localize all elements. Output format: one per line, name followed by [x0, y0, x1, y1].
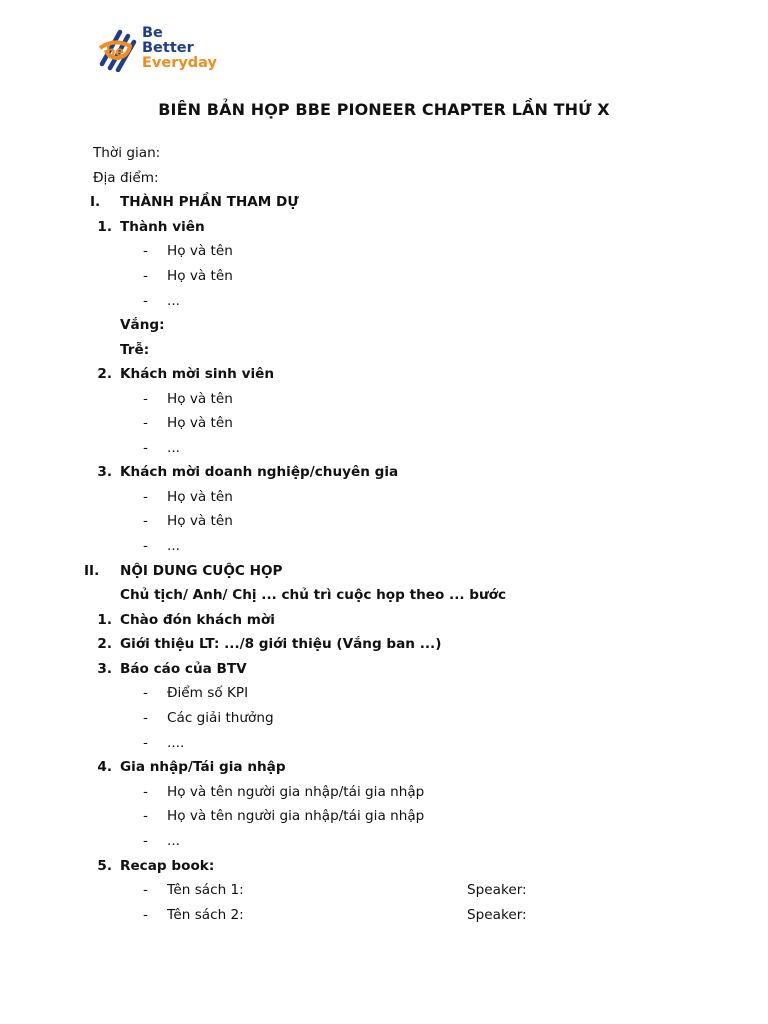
list-dash: - — [143, 268, 148, 284]
step-number: 2. — [97, 636, 112, 652]
book-name: Tên sách 2: — [167, 907, 244, 923]
list-dash: - — [143, 685, 148, 701]
list-dash: - — [143, 784, 148, 800]
step-number: 5. — [97, 858, 112, 874]
student-guest-item: Họ và tên — [167, 391, 233, 407]
join-item: Họ và tên người gia nhập/tái gia nhập — [167, 784, 425, 800]
step-heading: Giới thiệu LT: .../8 giới thiệu (Vắng ban ...) — [120, 636, 442, 652]
section-2-numeral: II. — [84, 563, 100, 579]
student-guests-number: 2. — [97, 366, 112, 382]
step-heading: Báo cáo của BTV — [120, 661, 247, 677]
report-item: Điểm số KPI — [167, 685, 249, 701]
join-item: ... — [167, 833, 180, 849]
logo-line-1: Be — [142, 25, 163, 41]
book-name: Tên sách 1: — [167, 882, 244, 898]
section-2-heading: NỘI DUNG CUỘC HỌP — [120, 563, 283, 579]
book-speaker: Speaker: — [467, 907, 527, 923]
members-number: 1. — [97, 219, 112, 235]
member-item: Họ và tên — [167, 243, 233, 259]
members-heading: Thành viên — [120, 219, 205, 235]
student-guests-heading: Khách mời sinh viên — [120, 366, 275, 382]
report-item: Các giải thưởng — [167, 710, 274, 726]
chair-line: Chủ tịch/ Anh/ Chị ... chủ trì cuộc họp theo ... bước — [120, 587, 507, 603]
logo-mark-icon — [94, 26, 140, 72]
list-dash: - — [143, 293, 148, 309]
business-guest-item: Họ và tên — [167, 513, 233, 529]
business-guests-heading: Khách mời doanh nghiệp/chuyên gia — [120, 464, 399, 480]
document-title: BIÊN BẢN HỌP BBE PIONEER CHAPTER LẦN THỨ X — [158, 100, 610, 119]
report-item: .... — [167, 735, 185, 751]
list-dash: - — [143, 513, 148, 529]
section-1-numeral: I. — [90, 194, 101, 210]
book-speaker: Speaker: — [467, 882, 527, 898]
logo-line-2: Better — [142, 40, 194, 56]
business-guest-item: Họ và tên — [167, 489, 233, 505]
list-dash: - — [143, 538, 148, 554]
member-item: ... — [167, 293, 180, 309]
list-dash: - — [143, 735, 148, 751]
student-guest-item: Họ và tên — [167, 415, 233, 431]
step-number: 1. — [97, 612, 112, 628]
step-heading: Recap book: — [120, 858, 215, 874]
step-number: 3. — [97, 661, 112, 677]
list-dash: - — [143, 440, 148, 456]
list-dash: - — [143, 833, 148, 849]
logo-line-3: Everyday — [142, 55, 217, 71]
logo-wordmark — [142, 26, 217, 71]
section-1-heading: THÀNH PHẦN THAM DỰ — [120, 194, 299, 210]
absent-label: Vắng: — [120, 317, 165, 333]
step-heading: Chào đón khách mời — [120, 612, 275, 628]
list-dash: - — [143, 907, 148, 923]
business-guest-item: ... — [167, 538, 180, 554]
list-dash: - — [143, 489, 148, 505]
member-item: Họ và tên — [167, 268, 233, 284]
list-dash: - — [143, 710, 148, 726]
join-item: Họ và tên người gia nhập/tái gia nhập — [167, 808, 425, 824]
place-label: Địa điểm: — [93, 170, 159, 186]
time-label: Thời gian: — [93, 145, 161, 161]
list-dash: - — [143, 243, 148, 259]
student-guest-item: ... — [167, 440, 180, 456]
step-heading: Gia nhập/Tái gia nhập — [120, 759, 286, 775]
list-dash: - — [143, 808, 148, 824]
list-dash: - — [143, 415, 148, 431]
brand-logo — [92, 26, 232, 76]
late-label: Trễ: — [120, 342, 150, 358]
business-guests-number: 3. — [97, 464, 112, 480]
list-dash: - — [143, 391, 148, 407]
list-dash: - — [143, 882, 148, 898]
svg-text:be: be — [106, 45, 125, 60]
step-number: 4. — [97, 759, 112, 775]
